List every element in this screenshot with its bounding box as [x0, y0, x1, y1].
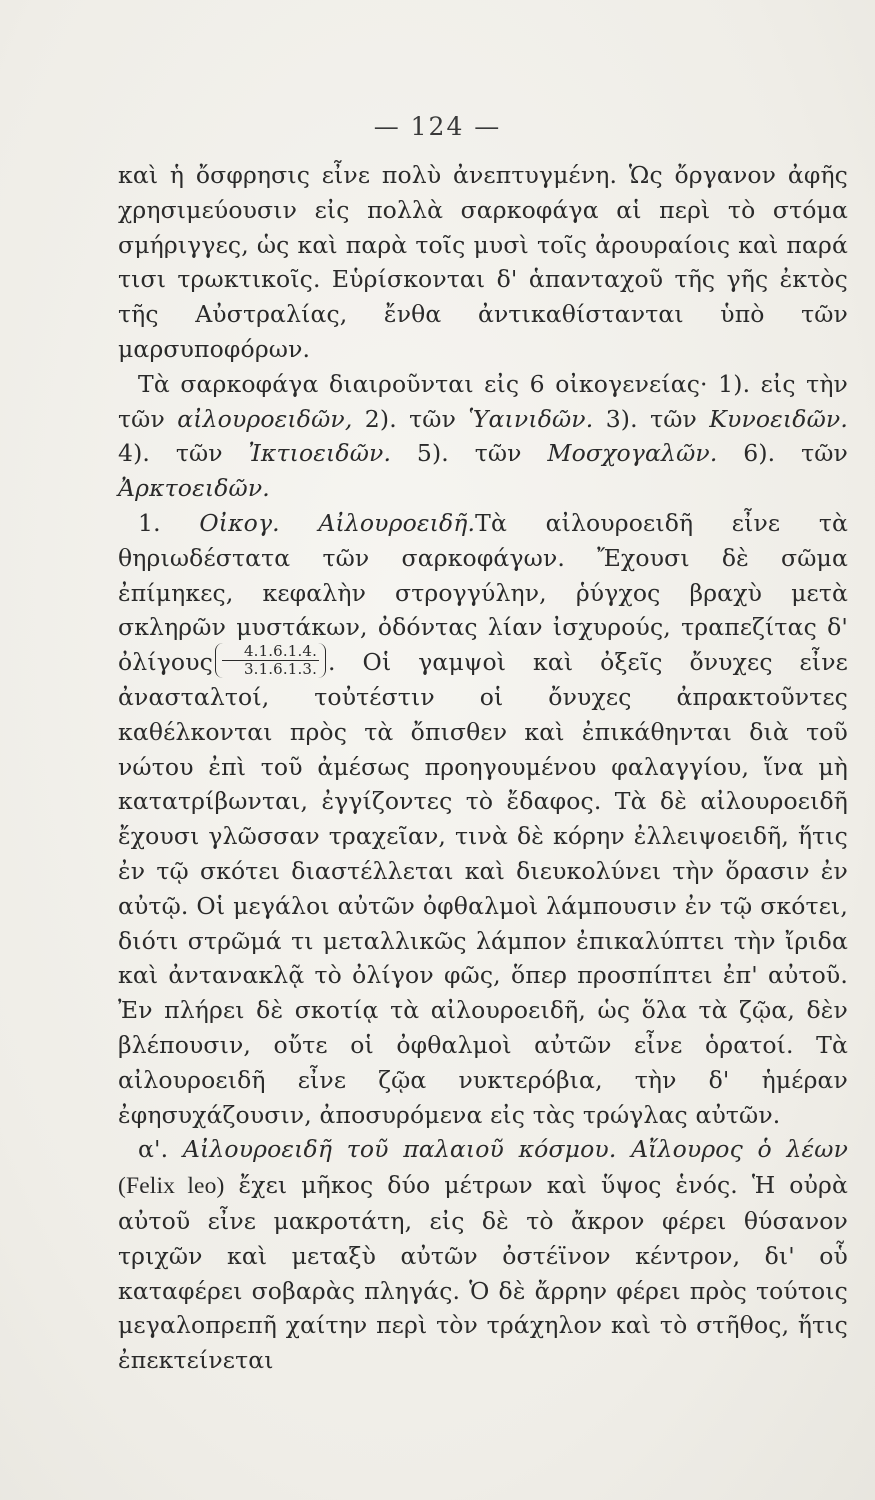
- paragraph-3-text-b: . Οἱ γαμψοὶ καὶ ὀξεῖς ὄνυχες εἶνε ἀνασταλτοί, τοὐτέστιν οἱ ὄνυχες ἀπρακτοῦντες καθέλκονται πρὸς τὰ ὄπισθεν καὶ ἐπικάθηνται διὰ τοῦ νώτου ἐπὶ τοῦ ἀμέσως προηγουμένου φαλαγγίου, ἵνα μὴ κατατρίβωνται, ἐγγίζοντες τὸ ἔδαφος. Τὰ δὲ αἰλουροειδῆ ἔχουσι γλῶσσαν τραχεῖαν, τινὰ δὲ κόρην ἐλλειψοειδῆ, ἥτις ἐν τῷ σκότει διαστέλλεται καὶ διευκολύνει τὴν ὅρασιν ἐν αὐτῷ. Οἱ μεγάλοι αὐτῶν ὀφθαλμοὶ λάμπουσιν ἐν τῷ σκότει, διότι στρῶμά τι μεταλλικῶς λάμπον ἐπικαλύπτει τὴν ἴριδα καὶ ἀντανακλᾷ τὸ ὀλίγον φῶς, ὅπερ προσπίπτει ἐπ' αὐτοῦ. Ἐν πλήρει δὲ σκοτίᾳ τὰ αἰλουροειδῆ, ὡς ὅλα τὰ ζῷα, δὲν βλέπουσιν, οὔτε οἱ ὀφθαλμοὶ αὐτῶν εἶνε ὁρατοί. Τὰ αἰλουροειδῆ εἶνε ζῷα νυκτερόβια, τὴν δ' ἡμέραν ἐφησυχάζουσιν, ἀποσυρόμενα εἰς τὰς τρώγλας αὐτῶν.: [118, 648, 848, 1129]
- family-moschogale: Μοσχογαλῶν.: [547, 439, 718, 468]
- family-iktioeide: Ἰκτιοειδῶν.: [248, 439, 392, 468]
- paragraph-2: [118, 367, 848, 506]
- dental-formula: [215, 643, 326, 678]
- paragraph-2-text-b: 2). τῶν: [352, 404, 469, 433]
- page-number: — 124 —: [373, 112, 502, 141]
- paragraph-2-text-a: Τὰ σαρκοφάγα διαιροῦνται εἰς 6 οἰκογενείας· 1). εἰς τὴν τῶν: [118, 369, 848, 433]
- section-heading-ailouroeide: Οἰκογ. Αἰλουροειδῆ.: [199, 508, 476, 537]
- subsection-heading-lion: Αἰλουροειδῆ τοῦ παλαιοῦ κόσμου. Αἴλουρος ὁ λέων: [182, 1135, 849, 1164]
- paragraph-3: [118, 506, 848, 1132]
- paragraph-4-text: ἔχει μῆκος δύο μέτρων καὶ ὕψος ἑνός. Ἡ οὐρὰ αὐτοῦ εἶνε μακροτάτη, εἰς δὲ τὸ ἄκρον φέρει θύσανον τριχῶν καὶ μεταξὺ αὐτῶν ὀστέϊνον κέντρον, δι' οὗ καταφέρει σοβαρὰς πληγάς. Ὁ δὲ ἄρρην φέρει πρὸς τούτοις μεγαλοπρεπῆ χαίτην περὶ τὸν τράχηλον καὶ τὸ στῆθος, ἥτις ἐπεκτείνεται: [118, 1171, 848, 1375]
- dental-formula-upper: 4.1.6.1.4.: [222, 643, 319, 661]
- paragraph-2-text-c: 3). τῶν: [593, 404, 710, 433]
- family-kynoeide: Κυνοειδῶν.: [709, 404, 848, 433]
- paragraph-4: [118, 1132, 848, 1378]
- family-arktoeide: Ἀρκτοειδῶν.: [118, 474, 270, 503]
- paragraph-2-text-d: 4). τῶν: [118, 439, 249, 468]
- paragraph-2-text-f: 6). τῶν: [717, 439, 848, 468]
- latin-name: (Felix leo): [118, 1173, 225, 1200]
- paragraph-2-text-e: 5). τῶν: [391, 439, 548, 468]
- dental-formula-lower: 3.1.6.1.3.: [243, 660, 318, 679]
- section-number-1: 1.: [138, 508, 200, 537]
- body-text: [118, 158, 848, 1378]
- subsection-number-alpha: α'.: [138, 1135, 183, 1164]
- family-yainide: Ὑαινιδῶν.: [468, 404, 594, 433]
- family-ailouroeide: αἰλουροειδῶν,: [177, 404, 353, 433]
- paragraph-1: καὶ ἡ ὄσφρησις εἶνε πολὺ ἀνεπτυγμένη. Ὡς ὄργανον ἀφῆς χρησιμεύουσιν εἰς πολλὰ σαρκοφάγα αἱ περὶ τὸ στόμα σμήριγγες, ὡς καὶ παρὰ τοῖς μυσὶ τοῖς ἀρουραίοις καὶ παρά τισι τρωκτικοῖς. Εὑρίσκονται δ' ἁπανταχοῦ τῆς γῆς ἐκτὸς τῆς Αὐστραλίας, ἔνθα ἀντικαθίστανται ὑπὸ τῶν μαρσυποφόρων.: [118, 161, 848, 363]
- paragraph-3-text-a: Τὰ αἰλουροειδῆ εἶνε τὰ θηριωδέστατα τῶν σαρκοφάγων. Ἔχουσι δὲ σῶμα ἐπίμηκες, κεφαλὴν στρογγύλην, ῥύγχος βραχὺ μετὰ σκληρῶν μυστάκων, ὀδόντας λίαν ἰσχυρούς, τραπεζίτας δ' ὀλίγους: [118, 508, 849, 677]
